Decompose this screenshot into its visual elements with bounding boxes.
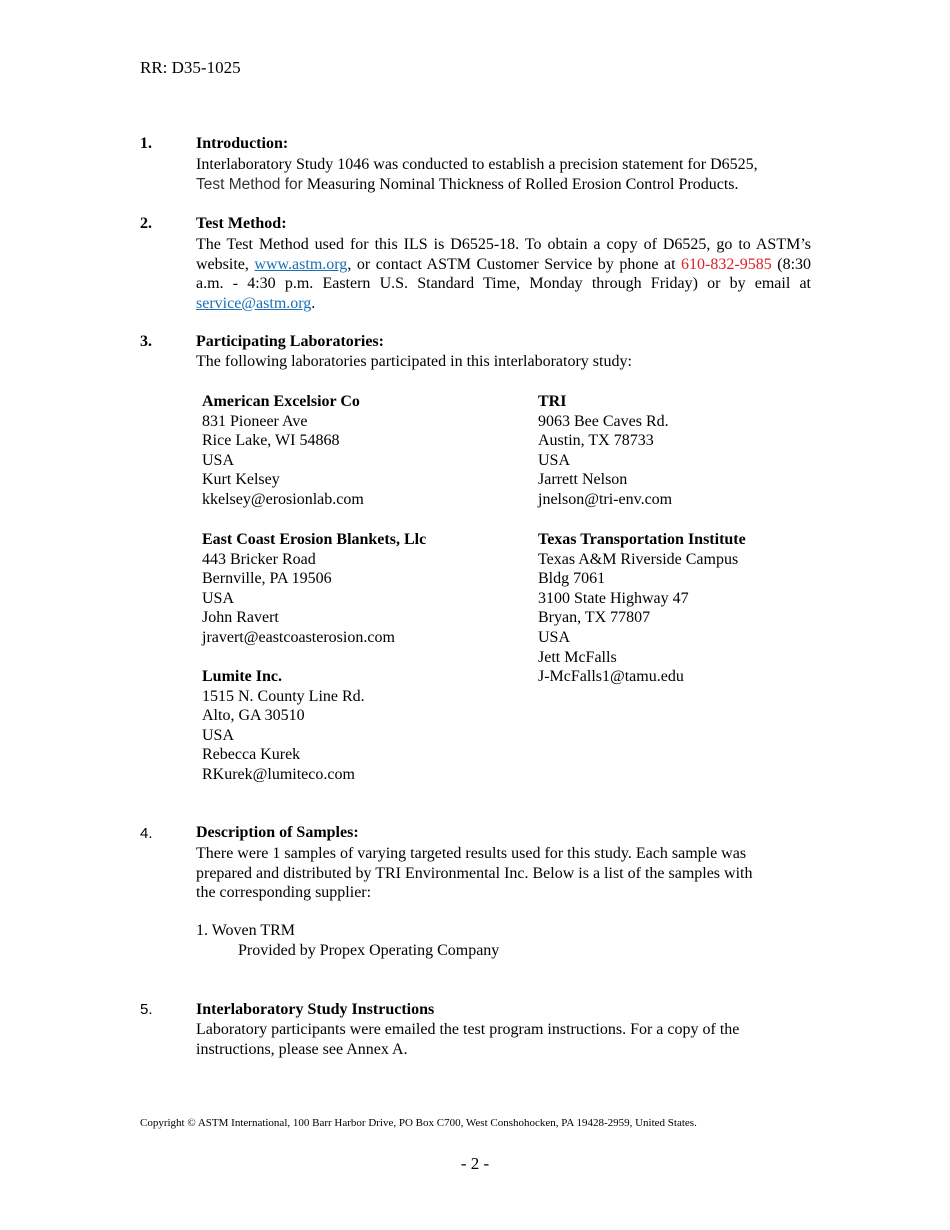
section-2-title: Test Method: (196, 215, 287, 232)
document-id: RR: D35-1025 (140, 58, 241, 77)
section-5-title: Interlaboratory Study Instructions (196, 1001, 435, 1018)
lab-city-line: Alto, GA 30510 (202, 707, 305, 725)
lab-name: American Excelsior Co (202, 393, 360, 410)
lab-contact-email: kkelsey@erosionlab.com (202, 490, 364, 508)
lab-contact-name: Jett McFalls (538, 648, 617, 666)
section-1-number: 1. (140, 135, 152, 152)
section-1-sans-text: Test Method for (196, 175, 303, 193)
lab-address-line: 443 Bricker Road (202, 550, 316, 568)
section-3-number: 3. (140, 333, 152, 350)
section-5-body (196, 1020, 811, 1059)
lab-country: USA (202, 589, 235, 607)
section-4-line-1: There were 1 samples of varying targeted results used for this study. Each sample was (196, 845, 747, 862)
lab-city-line: Rice Lake, WI 54868 (202, 432, 340, 450)
lab-contact-name: Jarrett Nelson (538, 471, 628, 489)
lab-card-texas-transportation (538, 530, 746, 687)
lab-name: East Coast Erosion Blankets, Llc (202, 531, 427, 548)
section-4-title: Description of Samples: (196, 824, 359, 841)
section-5-number: 5. (140, 1001, 153, 1018)
lab-country: USA (538, 628, 571, 646)
lab-name: Texas Transportation Institute (538, 531, 746, 548)
lab-address-line: Texas A&M Riverside Campus (538, 550, 739, 568)
lab-card-lumite (202, 667, 365, 785)
lab-building-line: Bldg 7061 (538, 570, 606, 588)
lab-contact-email: RKurek@lumiteco.com (202, 765, 355, 783)
lab-contact-name: Rebecca Kurek (202, 746, 301, 764)
lab-name: Lumite Inc. (202, 668, 282, 685)
section-4-line-2: prepared and distributed by TRI Environmental Inc. Below is a list of the samples with (196, 864, 753, 882)
section-3-intro: The following laboratories participated in this interlaboratory study: (196, 353, 632, 370)
section-1-line-1: Interlaboratory Study 1046 was conducted to establish a precision statement for D6525, (196, 156, 758, 173)
lab-city-line: Austin, TX 78733 (538, 432, 654, 450)
section-5-line-2: instructions, please see Annex A. (196, 1040, 408, 1058)
lab-card-east-coast-erosion (202, 530, 426, 648)
sample-provider: Provided by Propex Operating Company (238, 942, 500, 959)
lab-contact-email: jravert@eastcoasterosion.com (202, 628, 395, 646)
lab-contact-name: Kurt Kelsey (202, 471, 280, 489)
section-2-body (196, 235, 811, 313)
lab-address-line: 9063 Bee Caves Rd. (538, 412, 669, 430)
lab-address-line: 1515 N. County Line Rd. (202, 687, 365, 705)
lab-contact-email: jnelson@tri-env.com (538, 490, 673, 508)
section-1-body (196, 155, 811, 194)
lab-contact-name: John Ravert (202, 609, 279, 627)
lab-city-line: Bernville, PA 19506 (202, 570, 332, 588)
customer-service-phone: 610-832-9585 (681, 255, 772, 273)
section-2-text-b: , or contact ASTM Customer Service by phone at (347, 255, 682, 273)
section-2-text-c: (8:30 a.m. - 4:30 p.m. Eastern U.S. Standard Time, Monday through Friday) or by email at (196, 255, 812, 293)
section-5-line-1: Laboratory participants were emailed the test program instructions. For a copy of the (196, 1021, 740, 1038)
section-3-title: Participating Laboratories: (196, 333, 384, 350)
section-2-number: 2. (140, 215, 152, 232)
copyright-footer: Copyright © ASTM International, 100 Barr Harbor Drive, PO Box C700, West Conshohocken, PA 19428-2959, United States. (140, 1117, 697, 1129)
lab-country: USA (202, 451, 235, 469)
section-4-body (196, 844, 811, 903)
sample-item: 1. Woven TRM (196, 922, 296, 939)
lab-card-tri (538, 392, 672, 510)
lab-card-american-excelsior (202, 392, 364, 510)
lab-name: TRI (538, 393, 567, 410)
page-number: - 2 - (460, 1154, 490, 1173)
lab-country: USA (202, 726, 235, 744)
lab-street-line: 3100 State Highway 47 (538, 589, 689, 607)
lab-contact-email: J-McFalls1@tamu.edu (538, 668, 684, 686)
service-email-link[interactable]: service@astm.org (196, 294, 312, 312)
section-2-text-d: . (311, 294, 316, 312)
section-2-text-a: The Test Method used for this ILS is D6525-18. To obtain a copy of D6525, go to ASTM’s website, (196, 236, 811, 273)
section-4-number: 4. (140, 825, 153, 842)
section-1-line-2 (196, 175, 811, 195)
lab-city-line: Bryan, TX 77807 (538, 609, 651, 627)
section-4-line-3: the corresponding supplier: (196, 884, 372, 902)
section-1-title: Introduction: (196, 135, 289, 152)
lab-country: USA (538, 451, 571, 469)
section-1-line-2-rest: Measuring Nominal Thickness of Rolled Erosion Control Products. (302, 175, 739, 193)
lab-address-line: 831 Pioneer Ave (202, 412, 308, 430)
astm-website-link[interactable]: www.astm.org (254, 255, 348, 273)
